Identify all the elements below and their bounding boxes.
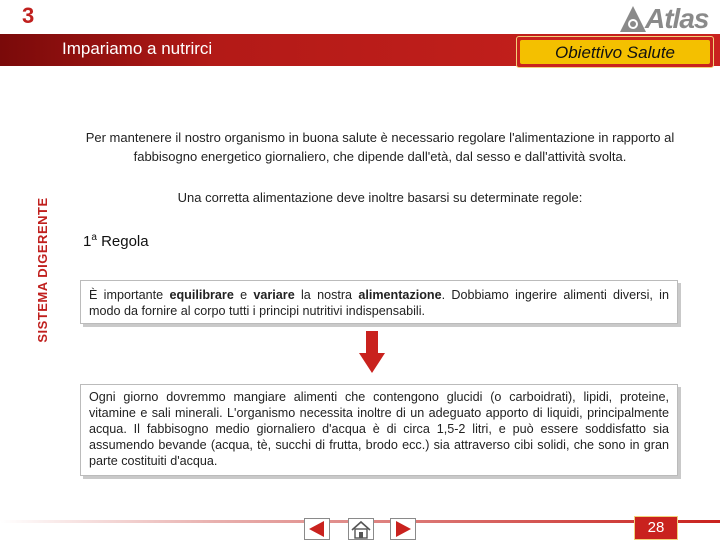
- objective-badge: [516, 36, 714, 68]
- rule-word: Regola: [96, 233, 149, 250]
- rule-text: [89, 287, 669, 319]
- rule-number: 1: [83, 233, 92, 250]
- brand-name: Atlas: [645, 3, 709, 34]
- rule-text-part: la nostra: [294, 288, 359, 302]
- page-number-badge: [634, 516, 678, 540]
- header-bar: [0, 34, 720, 66]
- explanation-text: Ogni giorno dovremmo mangiare alimenti che contengono glucidi (o carboidrati), lipidi, proteine, vitamine e sali minerali. L'organismo necessita inoltre di un adeguato apporto di liquidi, principalmente acqua. Il fabbisogno medio giornaliero d'acqua è di circa 1,5-2 litri, e può essere soddisfatto sia assumendo bevande (acqua, tè, succhi di frutta, brodo ecc.) sia attraverso cibi solidi, che sono in gran parte costituiti d'acqua.: [89, 390, 669, 468]
- down-arrow-icon: [359, 331, 385, 373]
- rule-ordinal: a: [91, 232, 97, 243]
- side-section-label: SISTEMA DIGERENTE: [35, 197, 50, 343]
- rule-text-part: e: [233, 288, 254, 302]
- objective-label: Obiettivo Salute: [554, 43, 675, 62]
- page-number: 28: [647, 519, 665, 536]
- prev-icon[interactable]: [304, 518, 330, 540]
- atlas-emblem-icon: [618, 4, 648, 34]
- next-icon[interactable]: [390, 518, 416, 540]
- rule-keyword: alimentazione: [358, 288, 442, 302]
- rule-keyword: variare: [253, 288, 295, 302]
- rule-text-part: . Dobbiamo ingerire alimenti diversi, in modo da fornire al corpo tutti i principi nutritivi indispensabili.: [89, 288, 669, 318]
- rule-keyword: equilibrare: [169, 288, 234, 302]
- rule-box: [80, 280, 678, 324]
- explanation-box: [80, 384, 678, 476]
- chapter-number: 3: [22, 3, 35, 28]
- objective-badge-inner: [520, 40, 710, 64]
- intro-text: Per mantenere il nostro organismo in buona salute è necessario regolare l'alimentazione in rapporto al fabbisogno energetico giornaliero, che dipende dall'età, dal sesso e dall'attività svolta.: [85, 130, 675, 164]
- rule-text-part: È importante: [89, 288, 170, 302]
- rule-intro-text: Una corretta alimentazione deve inoltre basarsi su determinate regole:: [177, 190, 583, 205]
- section-title: Impariamo a nutrirci: [62, 39, 213, 58]
- rule-heading: [83, 232, 149, 250]
- atlas-logo: [618, 4, 710, 34]
- home-icon[interactable]: [348, 518, 374, 540]
